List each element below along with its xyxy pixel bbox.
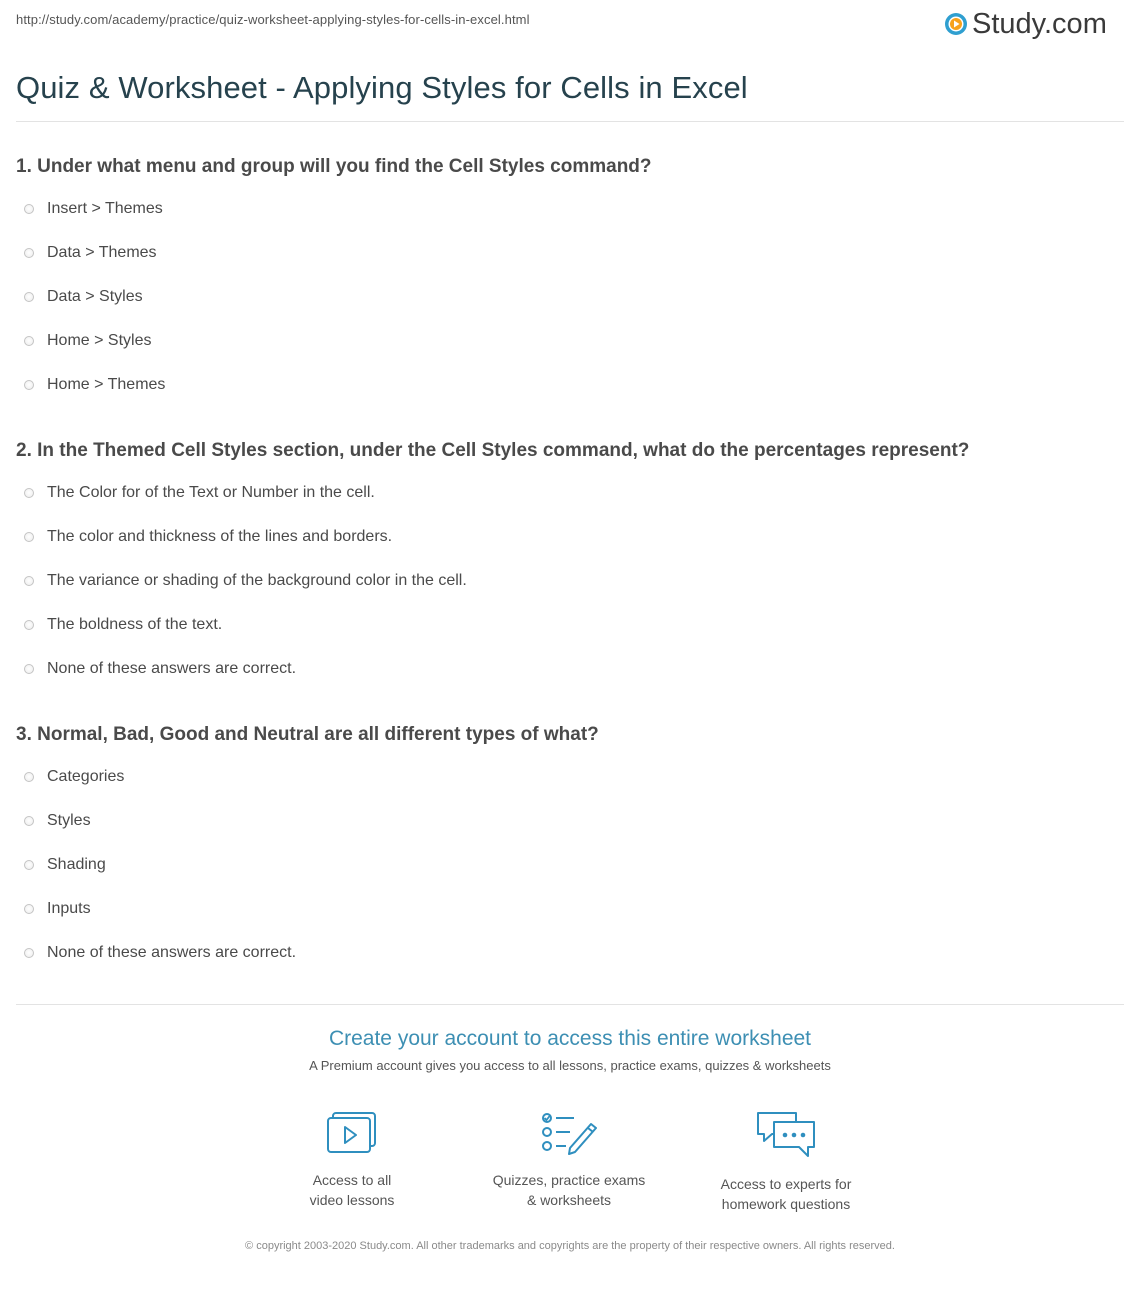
- option-label: The color and thickness of the lines and borders.: [47, 528, 393, 545]
- feature-experts: [691, 1110, 881, 1214]
- option-label: Categories: [47, 768, 125, 785]
- option-label: The Color for of the Text or Number in the cell.: [47, 484, 375, 501]
- logo-text: Study.com: [972, 8, 1107, 40]
- question-3: 3. Normal, Bad, Good and Neutral are all different types of what?: [16, 724, 599, 745]
- radio-button[interactable]: [24, 576, 34, 586]
- video-lessons-icon: [326, 1110, 378, 1156]
- radio-button[interactable]: [24, 816, 34, 826]
- radio-button[interactable]: [24, 904, 34, 914]
- q1-option-1[interactable]: [24, 200, 163, 218]
- q2-option-3[interactable]: [24, 572, 467, 590]
- q2-option-5[interactable]: [24, 660, 296, 678]
- option-label: The boldness of the text.: [47, 616, 223, 633]
- feature-video-lessons: [257, 1110, 447, 1210]
- option-label: None of these answers are correct.: [47, 660, 297, 677]
- option-label: Shading: [47, 856, 106, 873]
- q3-option-4[interactable]: [24, 900, 91, 918]
- question-2: 2. In the Themed Cell Styles section, under the Cell Styles command, what do the percentages represent?: [16, 440, 970, 461]
- copyright-notice: © copyright 2003-2020 Study.com. All other trademarks and copyrights are the property of their respective owners. All rights reserved.: [245, 1240, 895, 1252]
- q1-option-2[interactable]: [24, 244, 157, 262]
- page-url: http://study.com/academy/practice/quiz-worksheet-applying-styles-for-cells-in-excel.html: [16, 12, 530, 27]
- radio-button[interactable]: [24, 948, 34, 958]
- q3-option-2[interactable]: [24, 812, 91, 830]
- study-logo[interactable]: [944, 8, 1107, 40]
- radio-button[interactable]: [24, 772, 34, 782]
- q2-option-4[interactable]: [24, 616, 222, 634]
- page-title: Quiz & Worksheet - Applying Styles for Cells in Excel: [16, 70, 748, 105]
- chat-bubbles-icon: [754, 1110, 818, 1160]
- feature-label: Access to experts for homework questions: [720, 1176, 852, 1212]
- option-label: The variance or shading of the background color in the cell.: [47, 572, 467, 589]
- checklist-icon: [540, 1110, 598, 1156]
- radio-button[interactable]: [24, 204, 34, 214]
- radio-button[interactable]: [24, 664, 34, 674]
- q2-option-1[interactable]: [24, 484, 375, 502]
- option-label: Insert > Themes: [47, 200, 163, 217]
- radio-button[interactable]: [24, 336, 34, 346]
- feature-label: Quizzes, practice exams & worksheets: [492, 1172, 646, 1208]
- radio-button[interactable]: [24, 292, 34, 302]
- option-label: None of these answers are correct.: [47, 944, 297, 961]
- cta-subtext: A Premium account gives you access to all lessons, practice exams, quizzes & worksheets: [309, 1058, 831, 1073]
- q2-option-2[interactable]: [24, 528, 392, 546]
- option-label: Home > Styles: [47, 332, 152, 349]
- q3-option-3[interactable]: [24, 856, 106, 874]
- radio-button[interactable]: [24, 620, 34, 630]
- q1-option-5[interactable]: [24, 376, 165, 394]
- q1-option-3[interactable]: [24, 288, 143, 306]
- feature-label: Access to all video lessons: [309, 1172, 395, 1208]
- option-label: Inputs: [47, 900, 91, 917]
- cta-heading[interactable]: Create your account to access this entire worksheet: [328, 1027, 812, 1050]
- q3-option-1[interactable]: [24, 768, 124, 786]
- title-divider: [16, 121, 1124, 122]
- radio-button[interactable]: [24, 532, 34, 542]
- option-label: Styles: [47, 812, 91, 829]
- radio-button[interactable]: [24, 488, 34, 498]
- radio-button[interactable]: [24, 860, 34, 870]
- play-circle-icon: [944, 12, 968, 36]
- q3-option-5[interactable]: [24, 944, 296, 962]
- feature-quizzes: [474, 1110, 664, 1210]
- q1-option-4[interactable]: [24, 332, 151, 350]
- option-label: Data > Themes: [47, 244, 157, 261]
- option-label: Data > Styles: [47, 288, 143, 305]
- question-1: 1. Under what menu and group will you find the Cell Styles command?: [16, 156, 652, 177]
- option-label: Home > Themes: [47, 376, 166, 393]
- radio-button[interactable]: [24, 380, 34, 390]
- cta-divider: [16, 1004, 1124, 1005]
- radio-button[interactable]: [24, 248, 34, 258]
